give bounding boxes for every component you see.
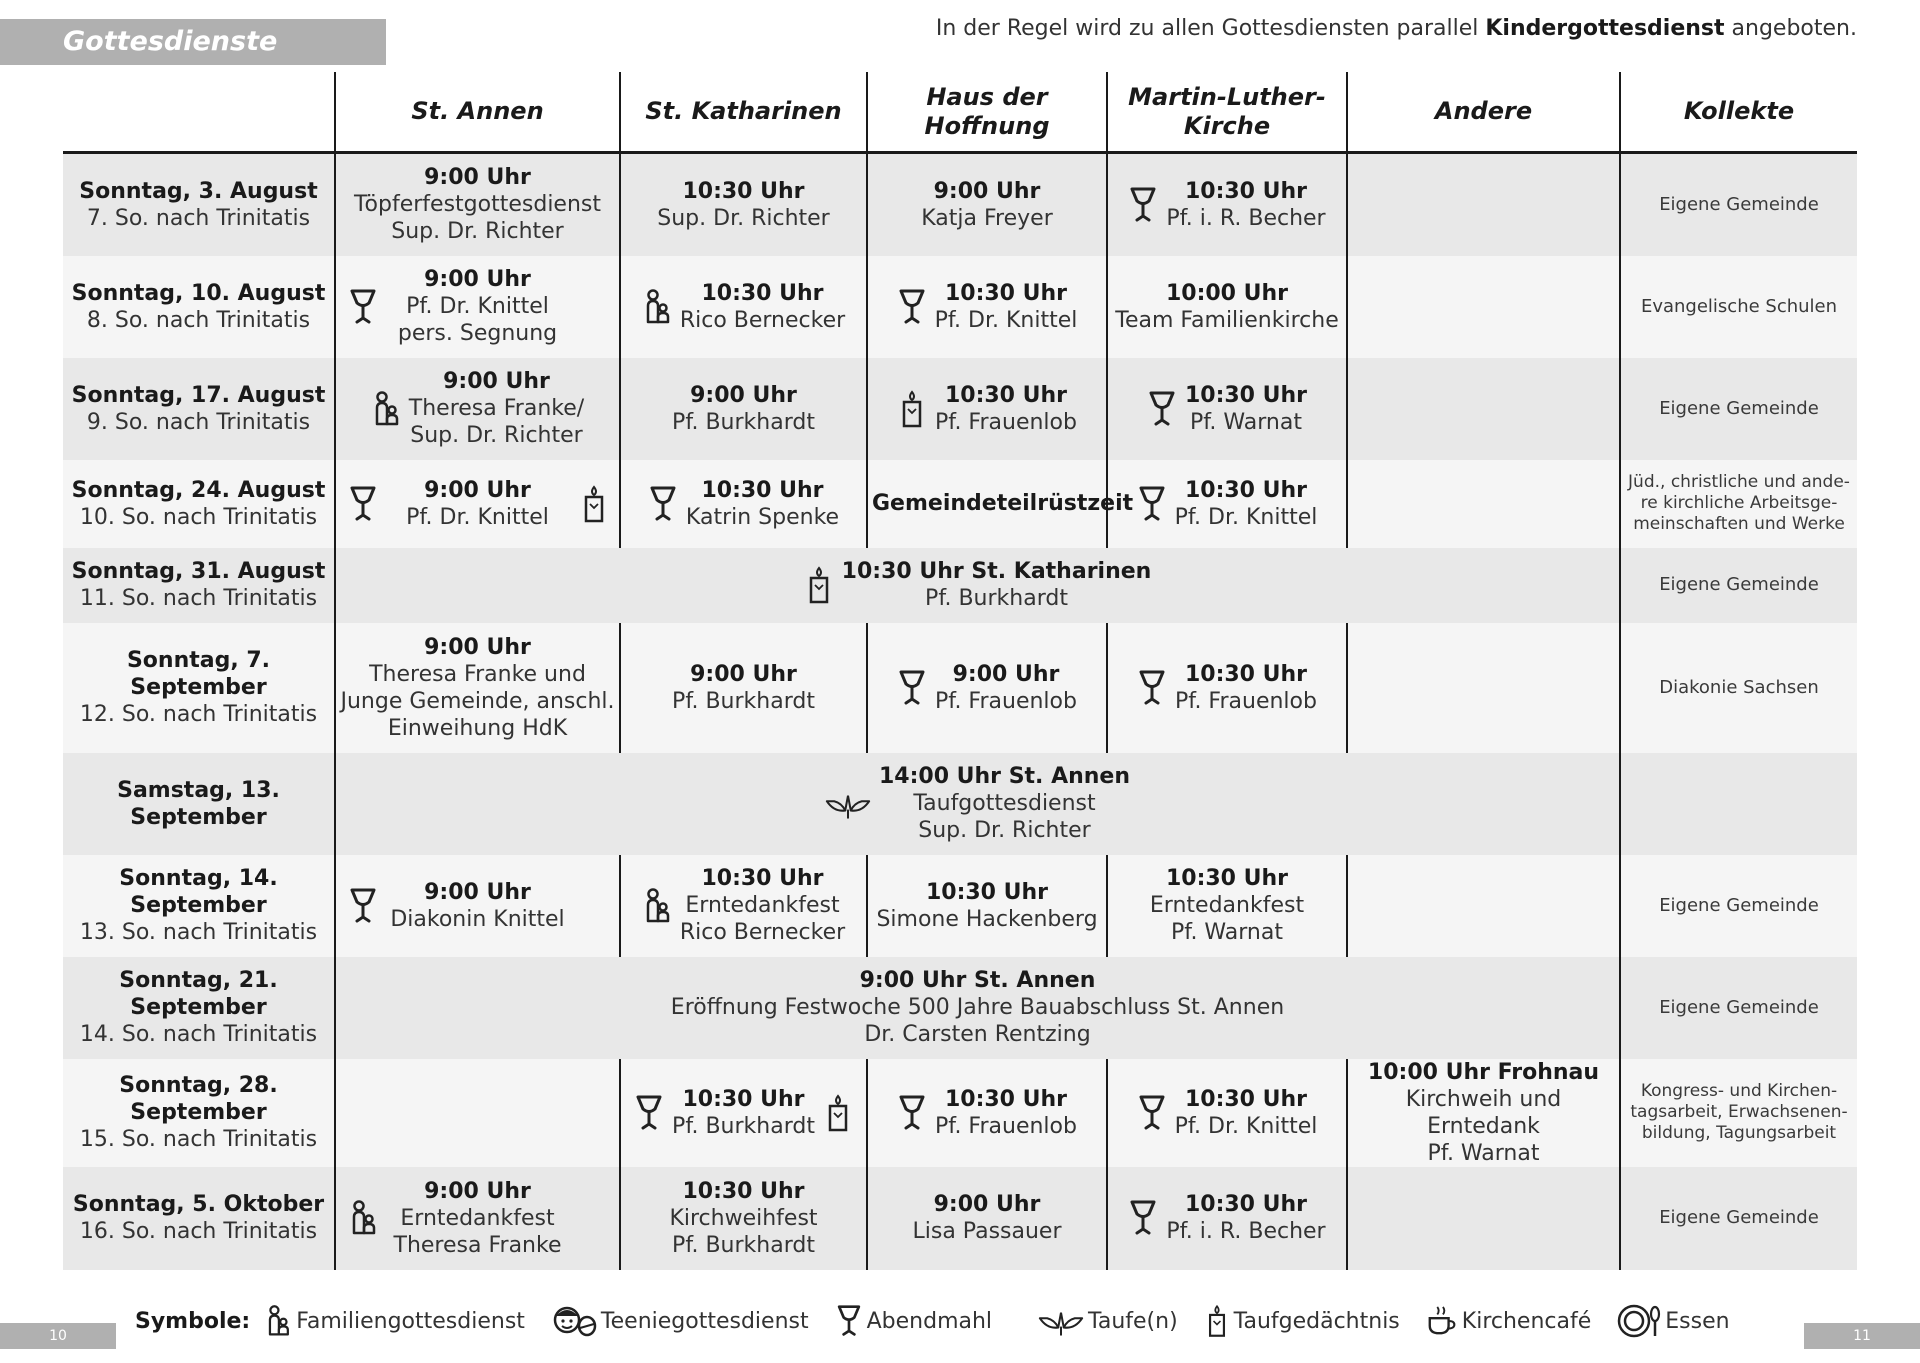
st-annen-cell: 9:00 Uhr Erntedankfest Theresa Franke [335,1167,620,1270]
date-cell: Sonntag, 14. September 13. So. nach Trinitatis [63,855,335,957]
table-row [63,855,1857,957]
st-annen-cell: 9:00 Uhr Theresa Franke und Junge Gemeinde, anschl. Einweihung HdK [335,623,620,753]
st-katharinen-cell: 10:30 Uhr Rico Bernecker [620,256,867,358]
teeniegottesdienst-icon [551,1304,597,1338]
martin-luther-cell: 10:30 Uhr Pf. Dr. Knittel [1107,1059,1347,1167]
familiengottesdienst-icon [348,1198,378,1238]
abendmahl-icon [634,1093,664,1133]
martin-luther-cell: 10:30 Uhr Pf. i. R. Becher [1107,153,1347,256]
st-katharinen-cell: 10:30 Uhr Kirchweihfest Pf. Burkhardt [620,1167,867,1270]
familiengottesdienst-icon [371,389,401,429]
legend-item: Essen [1617,1304,1729,1338]
abendmahl-icon [1128,185,1158,225]
table-row [63,623,1857,753]
kollekte-cell: Eigene Gemeinde [1620,358,1857,460]
st-katharinen-cell: 10:30 Uhr Erntedankfest Rico Bernecker [620,855,867,957]
abendmahl-icon [897,1093,927,1133]
taufgedaechtnis-icon [897,389,927,429]
legend-item: Teeniegottesdienst [551,1304,809,1338]
date-cell: Sonntag, 24. August 10. So. nach Trinitatis [63,460,335,548]
kollekte-cell [1620,753,1857,855]
kollekte-cell: Diakonie Sachsen [1620,623,1857,753]
haus-der-hoffnung-cell: 10:30 Uhr Pf. Frauenlob [867,1059,1107,1167]
symbol-legend [135,1301,1756,1341]
header-row [63,72,1857,153]
date-cell: Sonntag, 5. Oktober 16. So. nach Trinitatis [63,1167,335,1270]
haus-der-hoffnung-cell: 10:30 Uhr Pf. Frauenlob [867,358,1107,460]
table-row [63,153,1857,256]
abendmahl-icon [348,886,378,926]
table-row [63,1059,1857,1167]
abendmahl-icon [348,484,378,524]
taufgedaechtnis-icon [579,484,609,524]
haus-der-hoffnung-cell: Gemeindeteilrüstzeit [867,460,1107,548]
kirchencafe-icon [1426,1304,1458,1338]
martin-luther-cell: 10:30 Uhr Pf. i. R. Becher [1107,1167,1347,1270]
haus-der-hoffnung-cell: 10:30 Uhr Pf. Dr. Knittel [867,256,1107,358]
taufgedaechtnis-icon [804,565,834,605]
st-annen-cell: 9:00 Uhr Pf. Dr. Knittel [335,460,620,548]
legend-item: Familiengottesdienst [264,1304,525,1338]
haus-der-hoffnung-cell: 9:00 Uhr Lisa Passauer [867,1167,1107,1270]
kollekte-cell: Eigene Gemeinde [1620,153,1857,256]
haus-der-hoffnung-cell: 10:30 Uhr Simone Hackenberg [867,855,1107,957]
abendmahl-icon [897,287,927,327]
col-header-kollekte: Kollekte [1620,72,1857,153]
andere-cell [1347,855,1620,957]
familiengottesdienst-icon [642,287,672,327]
date-cell: Sonntag, 17. August 9. So. nach Trinitatis [63,358,335,460]
familiengottesdienst-icon [642,886,672,926]
st-katharinen-cell: 9:00 Uhr Pf. Burkhardt [620,358,867,460]
kollekte-cell: Eigene Gemeinde [1620,548,1857,623]
andere-cell [1347,153,1620,256]
joint-service-cell: 9:00 Uhr St. Annen Eröffnung Festwoche 500 Jahre Bauabschluss St. Annen Dr. Carsten Rentzing [335,957,1620,1059]
taufe-icon [825,784,871,824]
table-row [63,358,1857,460]
kollekte-cell: Eigene Gemeinde [1620,1167,1857,1270]
taufgedaechtnis-icon [823,1093,853,1133]
table-row [63,1167,1857,1270]
date-cell: Sonntag, 28. September 15. So. nach Trinitatis [63,1059,335,1167]
st-annen-cell [335,1059,620,1167]
kollekte-cell: Jüd., christliche und ande- re kirchliche Arbeitsge- meinschaften und Werke [1620,460,1857,548]
andere-cell [1347,460,1620,548]
joint-service-cell: 10:30 Uhr St. Katharinen Pf. Burkhardt [335,548,1620,623]
andere-cell [1347,1167,1620,1270]
col-header-martin-luther-kirche: Martin-Luther-Kirche [1107,72,1347,153]
abendmahl-icon [897,668,927,708]
legend-item: Taufe(n) [1038,1304,1178,1338]
st-katharinen-cell: 10:30 Uhr Sup. Dr. Richter [620,153,867,256]
table-row [63,753,1857,855]
joint-service-cell: 14:00 Uhr St. Annen Taufgottesdienst Sup. Dr. Richter [335,753,1620,855]
date-cell: Sonntag, 3. August 7. So. nach Trinitatis [63,153,335,256]
page-number-left: 10 [0,1323,116,1349]
col-header-date [63,72,335,153]
kollekte-cell: Eigene Gemeinde [1620,855,1857,957]
martin-luther-cell: 10:30 Uhr Erntedankfest Pf. Warnat [1107,855,1347,957]
legend-label: Symbole: [135,1308,251,1334]
schedule-table [63,72,1857,1270]
col-header-st-katharinen: St. Katharinen [620,72,867,153]
legend-item: Taufgedächtnis [1204,1304,1400,1338]
andere-cell [1347,358,1620,460]
table-row [63,460,1857,548]
taufgedaechtnis-icon [1204,1304,1230,1338]
page-number-right: 11 [1804,1323,1920,1349]
abendmahl-icon [1137,668,1167,708]
kollekte-cell: Kongress- und Kirchen- tagsarbeit, Erwachsenen- bildung, Tagungsarbeit [1620,1059,1857,1167]
andere-cell: 10:00 Uhr Frohnau Kirchweih und Erntedank Pf. Warnat [1347,1059,1620,1167]
section-title-bar [0,19,386,65]
table-row [63,256,1857,358]
haus-der-hoffnung-cell: 9:00 Uhr Pf. Frauenlob [867,623,1107,753]
martin-luther-cell: 10:30 Uhr Pf. Warnat [1107,358,1347,460]
date-cell: Sonntag, 21. September 14. So. nach Trinitatis [63,957,335,1059]
legend-item: Kirchencafé [1426,1304,1591,1338]
st-annen-cell: 9:00 Uhr Töpferfestgottesdienst Sup. Dr. Richter [335,153,620,256]
section-title: Gottesdienste [63,26,278,57]
abendmahl-icon [1137,484,1167,524]
table-row [63,957,1857,1059]
haus-der-hoffnung-cell: 9:00 Uhr Katja Freyer [867,153,1107,256]
kollekte-cell: Eigene Gemeinde [1620,957,1857,1059]
abendmahl-icon [835,1304,863,1338]
date-cell: Sonntag, 31. August 11. So. nach Trinitatis [63,548,335,623]
martin-luther-cell: 10:00 Uhr Team Familienkirche [1107,256,1347,358]
kindergottesdienst-note: In der Regel wird zu allen Gottesdiensten parallel Kindergottesdienst angeboten. [935,16,1857,41]
st-annen-cell: 9:00 Uhr Diakonin Knittel [335,855,620,957]
familiengottesdienst-icon [264,1304,292,1338]
col-header-andere: Andere [1347,72,1620,153]
st-annen-cell: 9:00 Uhr Theresa Franke/ Sup. Dr. Richter [335,358,620,460]
date-cell: Sonntag, 7. September 12. So. nach Trinitatis [63,623,335,753]
andere-cell [1347,623,1620,753]
st-katharinen-cell: 10:30 Uhr Katrin Spenke [620,460,867,548]
andere-cell [1347,256,1620,358]
legend-item: Abendmahl [835,1304,992,1338]
table-row [63,548,1857,623]
abendmahl-icon [1137,1093,1167,1133]
date-cell: Sonntag, 10. August 8. So. nach Trinitatis [63,256,335,358]
abendmahl-icon [1128,1198,1158,1238]
abendmahl-icon [648,484,678,524]
date-cell: Samstag, 13. September [63,753,335,855]
abendmahl-icon [348,287,378,327]
col-header-st-annen: St. Annen [335,72,620,153]
martin-luther-cell: 10:30 Uhr Pf. Dr. Knittel [1107,460,1347,548]
st-annen-cell: 9:00 Uhr Pf. Dr. Knittel pers. Segnung [335,256,620,358]
kollekte-cell: Evangelische Schulen [1620,256,1857,358]
st-katharinen-cell: 9:00 Uhr Pf. Burkhardt [620,623,867,753]
martin-luther-cell: 10:30 Uhr Pf. Frauenlob [1107,623,1347,753]
st-katharinen-cell: 10:30 Uhr Pf. Burkhardt [620,1059,867,1167]
taufe-icon [1038,1304,1084,1338]
col-header-haus-der-hoffnung: Haus der Hoffnung [867,72,1107,153]
essen-icon [1617,1304,1661,1338]
abendmahl-icon [1147,389,1177,429]
